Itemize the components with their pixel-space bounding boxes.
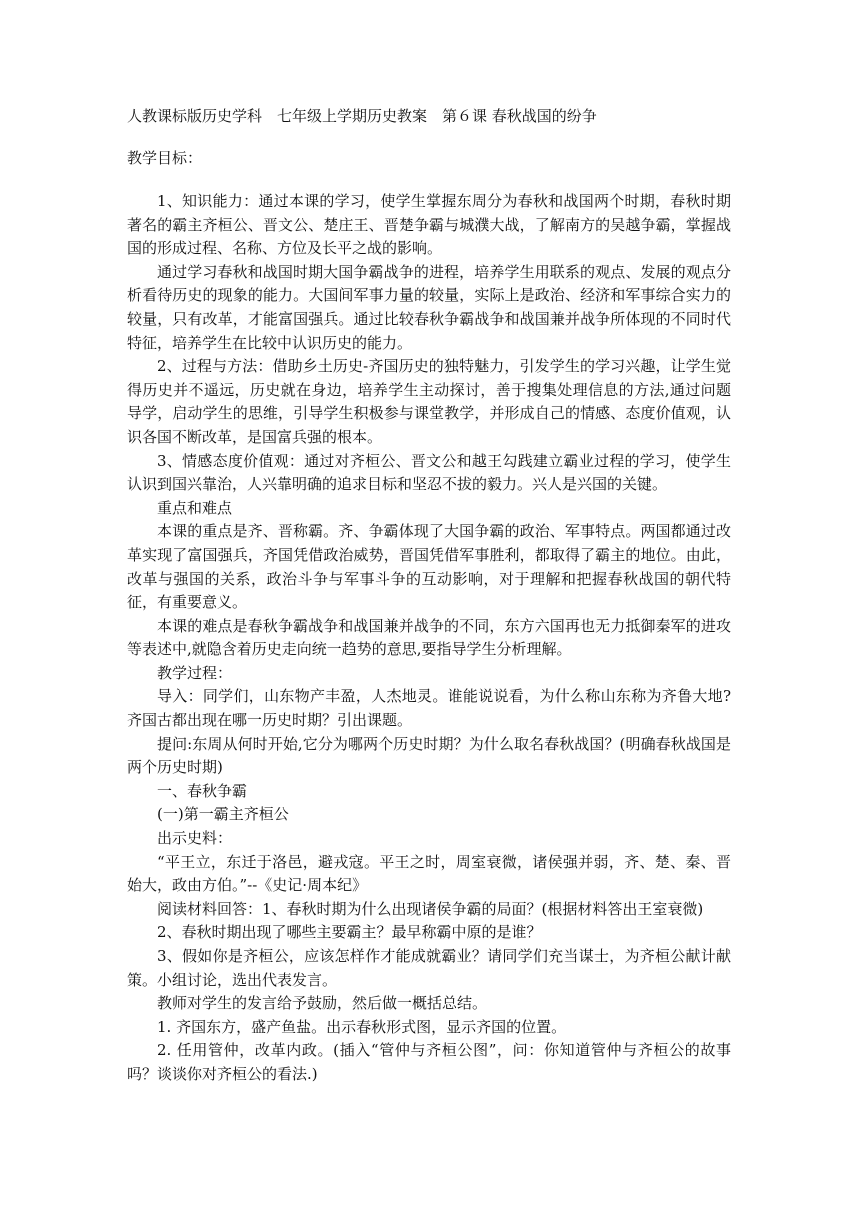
teaching-goals-heading: 教学目标： xyxy=(127,149,203,167)
paragraph-quotation: “平王立，东迁于洛邑，避戎寇。平王之时，周室衰微，诸侯强并弱，齐、楚、秦、晋始大，政由方伯。”--《史记·周本纪》 xyxy=(127,852,731,895)
heading-teaching-process: 教学过程： xyxy=(157,663,233,682)
paragraph-show-sources: 出示史料： xyxy=(157,829,233,848)
subsection-heading-duke-huan: (一)第一霸主齐桓公 xyxy=(157,805,289,824)
section-heading-spring-autumn: 一、春秋争霸 xyxy=(157,781,248,800)
paragraph-process-method: 2、过程与方法：借助乡土历史-齐国历史的独特魅力，引发学生的学习兴趣，让学生觉得历史并不遥远，历史就在身边，培养学生主动探讨，善于搜集处理信息的方法,通过问题导学，启动学生的思维，引导学生积极参与课堂教学，并形成自己的情感、态度价值观，认识各国不断改革，是国富兵强的根本。 xyxy=(127,357,731,446)
paragraph-ability-development: 通过学习春秋和战国时期大国争霸战争的进程，培养学生用联系的观点、发展的观点分析看待历史的现象的能力。大国间军事力量的较量，实际上是政治、经济和军事综合实力的较量，只有改革，才能富国强兵。通过比较春秋争霸战争和战国兼并战争所体现的不同时代特征，培养学生在比较中认识历史的能力。 xyxy=(127,262,731,352)
paragraph-question-3: 3、假如你是齐桓公，应该怎样作才能成就霸业？请同学们充当谋士，为齐桓公献计献策。小组讨论，选出代表发言。 xyxy=(127,947,731,989)
document-title: 人教课标版历史学科 七年级上学期历史教案 第６课 春秋战国的纷争 xyxy=(127,107,597,125)
paragraph-emotion-values: 3、情感态度价值观：通过对齐桓公、晋文公和越王勾践建立霸业过程的学习，使学生认识到国兴靠治，人兴靠明确的追求目标和坚忍不拔的毅力。兴人是兴国的关键。 xyxy=(127,451,731,494)
paragraph-reading-question-1: 阅读材料回答：1、春秋时期为什么出现诸侯争霸的局面？(根据材料答出王室衰微) xyxy=(157,899,704,918)
paragraph-difficult-point: 本课的难点是春秋争霸战争和战国兼并战争的不同，东方六国再也无力抵御秦军的进攻等表述中,就隐含着历史走向统一趋势的意思,要指导学生分析理解。 xyxy=(127,616,731,659)
document-body xyxy=(127,190,731,1087)
paragraph-teacher-summary: 教师对学生的发言给予鼓励，然后做一概括总结。 xyxy=(157,994,488,1013)
paragraph-key-point: 本课的重点是齐、晋称霸。齐、争霸体现了大国争霸的政治、军事特点。两国都通过改革实现了富国强兵，齐国凭借政治威势，晋国凭借军事胜利，都取得了霸主的地位。由此，改革与强国的关系，政治斗争与军事斗争的互动影响，对于理解和把握春秋战国的朝代特征，有重要意义。 xyxy=(127,522,731,612)
paragraph-introduction: 导入：同学们，山东物产丰盈，人杰地灵。谁能说说看，为什么称山东称为齐鲁大地?齐国古都出现在哪一历史时期？引出课题。 xyxy=(127,687,731,730)
paragraph-knowledge-ability: 1、知识能力：通过本课的学习，使学生掌握东周分为春秋和战国两个时期，春秋时期著名的霸主齐桓公、晋文公、楚庄王、晋楚争霸与城濮大战，了解南方的吴越争霸，掌握战国的形成过程、名称、方位及长平之战的影响。 xyxy=(127,192,731,258)
paragraph-point-2: 2. 任用管仲，改革内政。(插入“管仲与齐桓公图”，问：你知道管仲与齐桓公的故事吗？谈谈你对齐桓公的看法.) xyxy=(127,1041,731,1083)
paragraph-point-1: 1. 齐国东方，盛产鱼盐。出示春秋形式图，显示齐国的位置。 xyxy=(157,1017,567,1036)
heading-key-difficult-points: 重点和难点 xyxy=(157,498,233,517)
paragraph-question-2: 2、春秋时期出现了哪些主要霸主？最早称霸中原的是谁？ xyxy=(157,923,542,942)
paragraph-question: 提问:东周从何时开始,它分为哪两个历史时期？为什么取名春秋战国？(明确春秋战国是两个历史时期) xyxy=(127,734,731,777)
